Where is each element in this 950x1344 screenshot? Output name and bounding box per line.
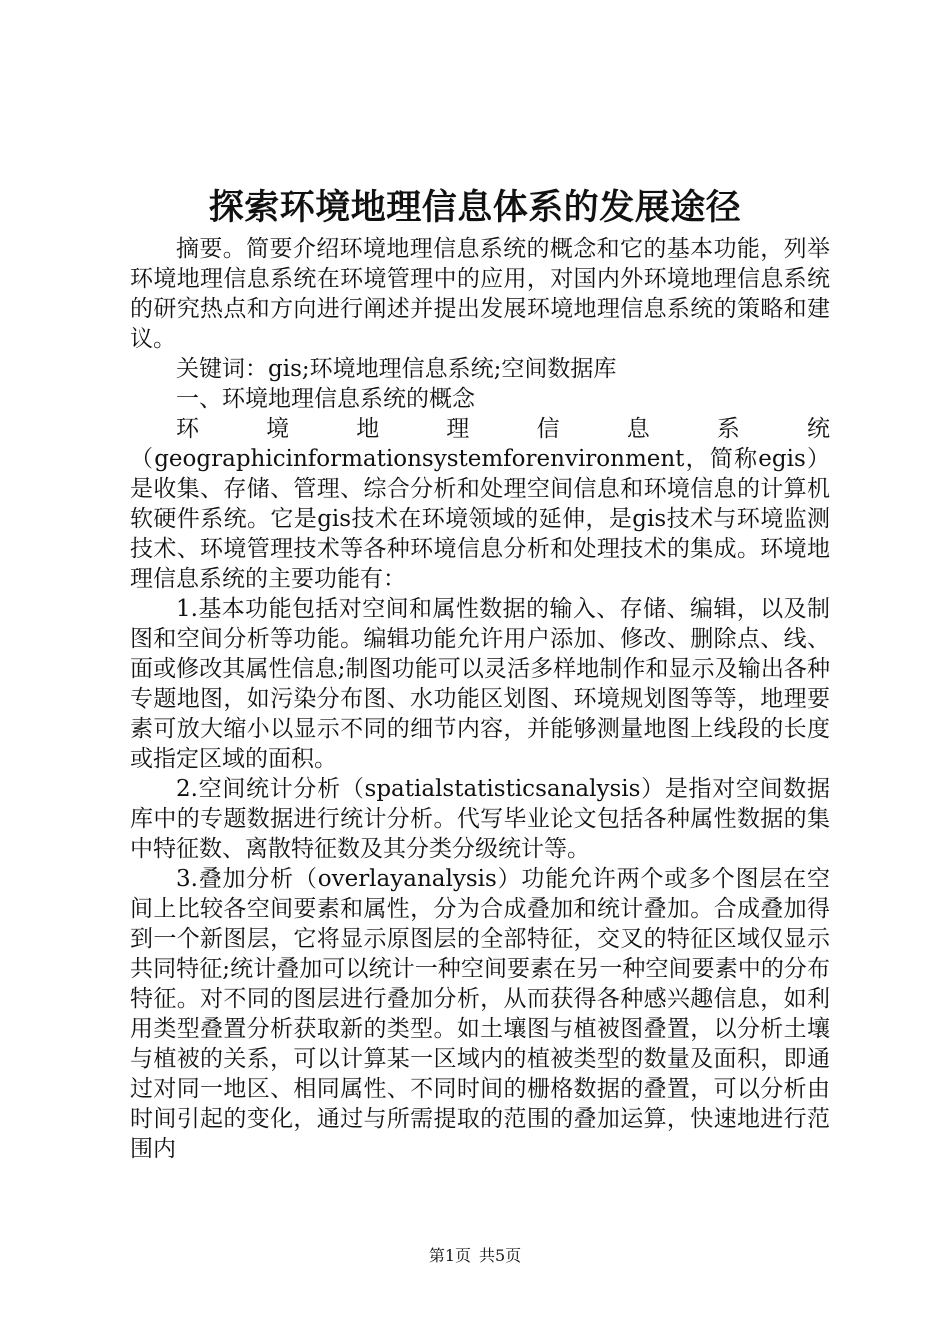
- body-paragraph: 2.空间统计分析（spatialstatisticsanalysis）是指对空间数据库中的专题数据进行统计分析。代写毕业论文包括各种属性数据的集中特征数、离散特征数及其分类分级统计等。: [130, 776, 830, 862]
- body-paragraph: 环境地理信息系统（geographicinformationsystemforenvironment，简称egis）是收集、存储、管理、综合分析和处理空间信息和环境信息的计算机软硬件系统。它是gis技术在环境领域的延伸，是gis技术与环境监测技术、环境管理技术等各种环境信息分析和处理技术的集成。环境地理信息系统的主要功能有：: [130, 416, 830, 592]
- page-number: 第1页: [428, 1246, 471, 1265]
- abstract-paragraph: 摘要。简要介绍环境地理信息系统的概念和它的基本功能，列举环境地理信息系统在环境管理中的应用，对国内外环境地理信息系统的研究热点和方向进行阐述并提出发展环境地理信息系统的策略和建议。: [130, 236, 830, 352]
- document-title: 探索环境地理信息体系的发展途径: [208, 187, 742, 228]
- body-paragraph: 3.叠加分析（overlayanalysis）功能允许两个或多个图层在空间上比较各空间要素和属性，分为合成叠加和统计叠加。合成叠加得到一个新图层，它将显示原图层的全部特征，交叉的特征区域仅显示共同特征;统计叠加可以统计一种空间要素在另一种空间要素中的分布特征。对不同的图层进行叠加分析，从而获得各种感兴趣信息，如利用类型叠置分析获取新的类型。如土壤图与植被图叠置，以分析土壤与植被的关系，可以计算某一区域内的植被类型的数量及面积，即通过对同一地区、相同属性、不同时间的栅格数据的叠置，可以分析由时间引起的变化，通过与所需提取的范围的叠加运算，快速地进行范围内: [130, 866, 830, 1162]
- body-paragraph: 1.基本功能包括对空间和属性数据的输入、存储、编辑，以及制图和空间分析等功能。编辑功能允许用户添加、修改、删除点、线、面或修改其属性信息;制图功能可以灵活多样地制作和显示及输出各种专题地图，如污染分布图、水功能区划图、环境规划图等等，地理要素可放大缩小以显示不同的细节内容，并能够测量地图上线段的长度或指定区域的面积。: [130, 596, 830, 772]
- section-heading: 一、环境地理信息系统的概念: [176, 386, 475, 412]
- page-total: 共5页: [479, 1246, 522, 1265]
- keywords-paragraph: 关键词：gis;环境地理信息系统;空间数据库: [176, 356, 617, 382]
- document-body: [130, 234, 830, 1164]
- page-footer: [0, 1245, 950, 1267]
